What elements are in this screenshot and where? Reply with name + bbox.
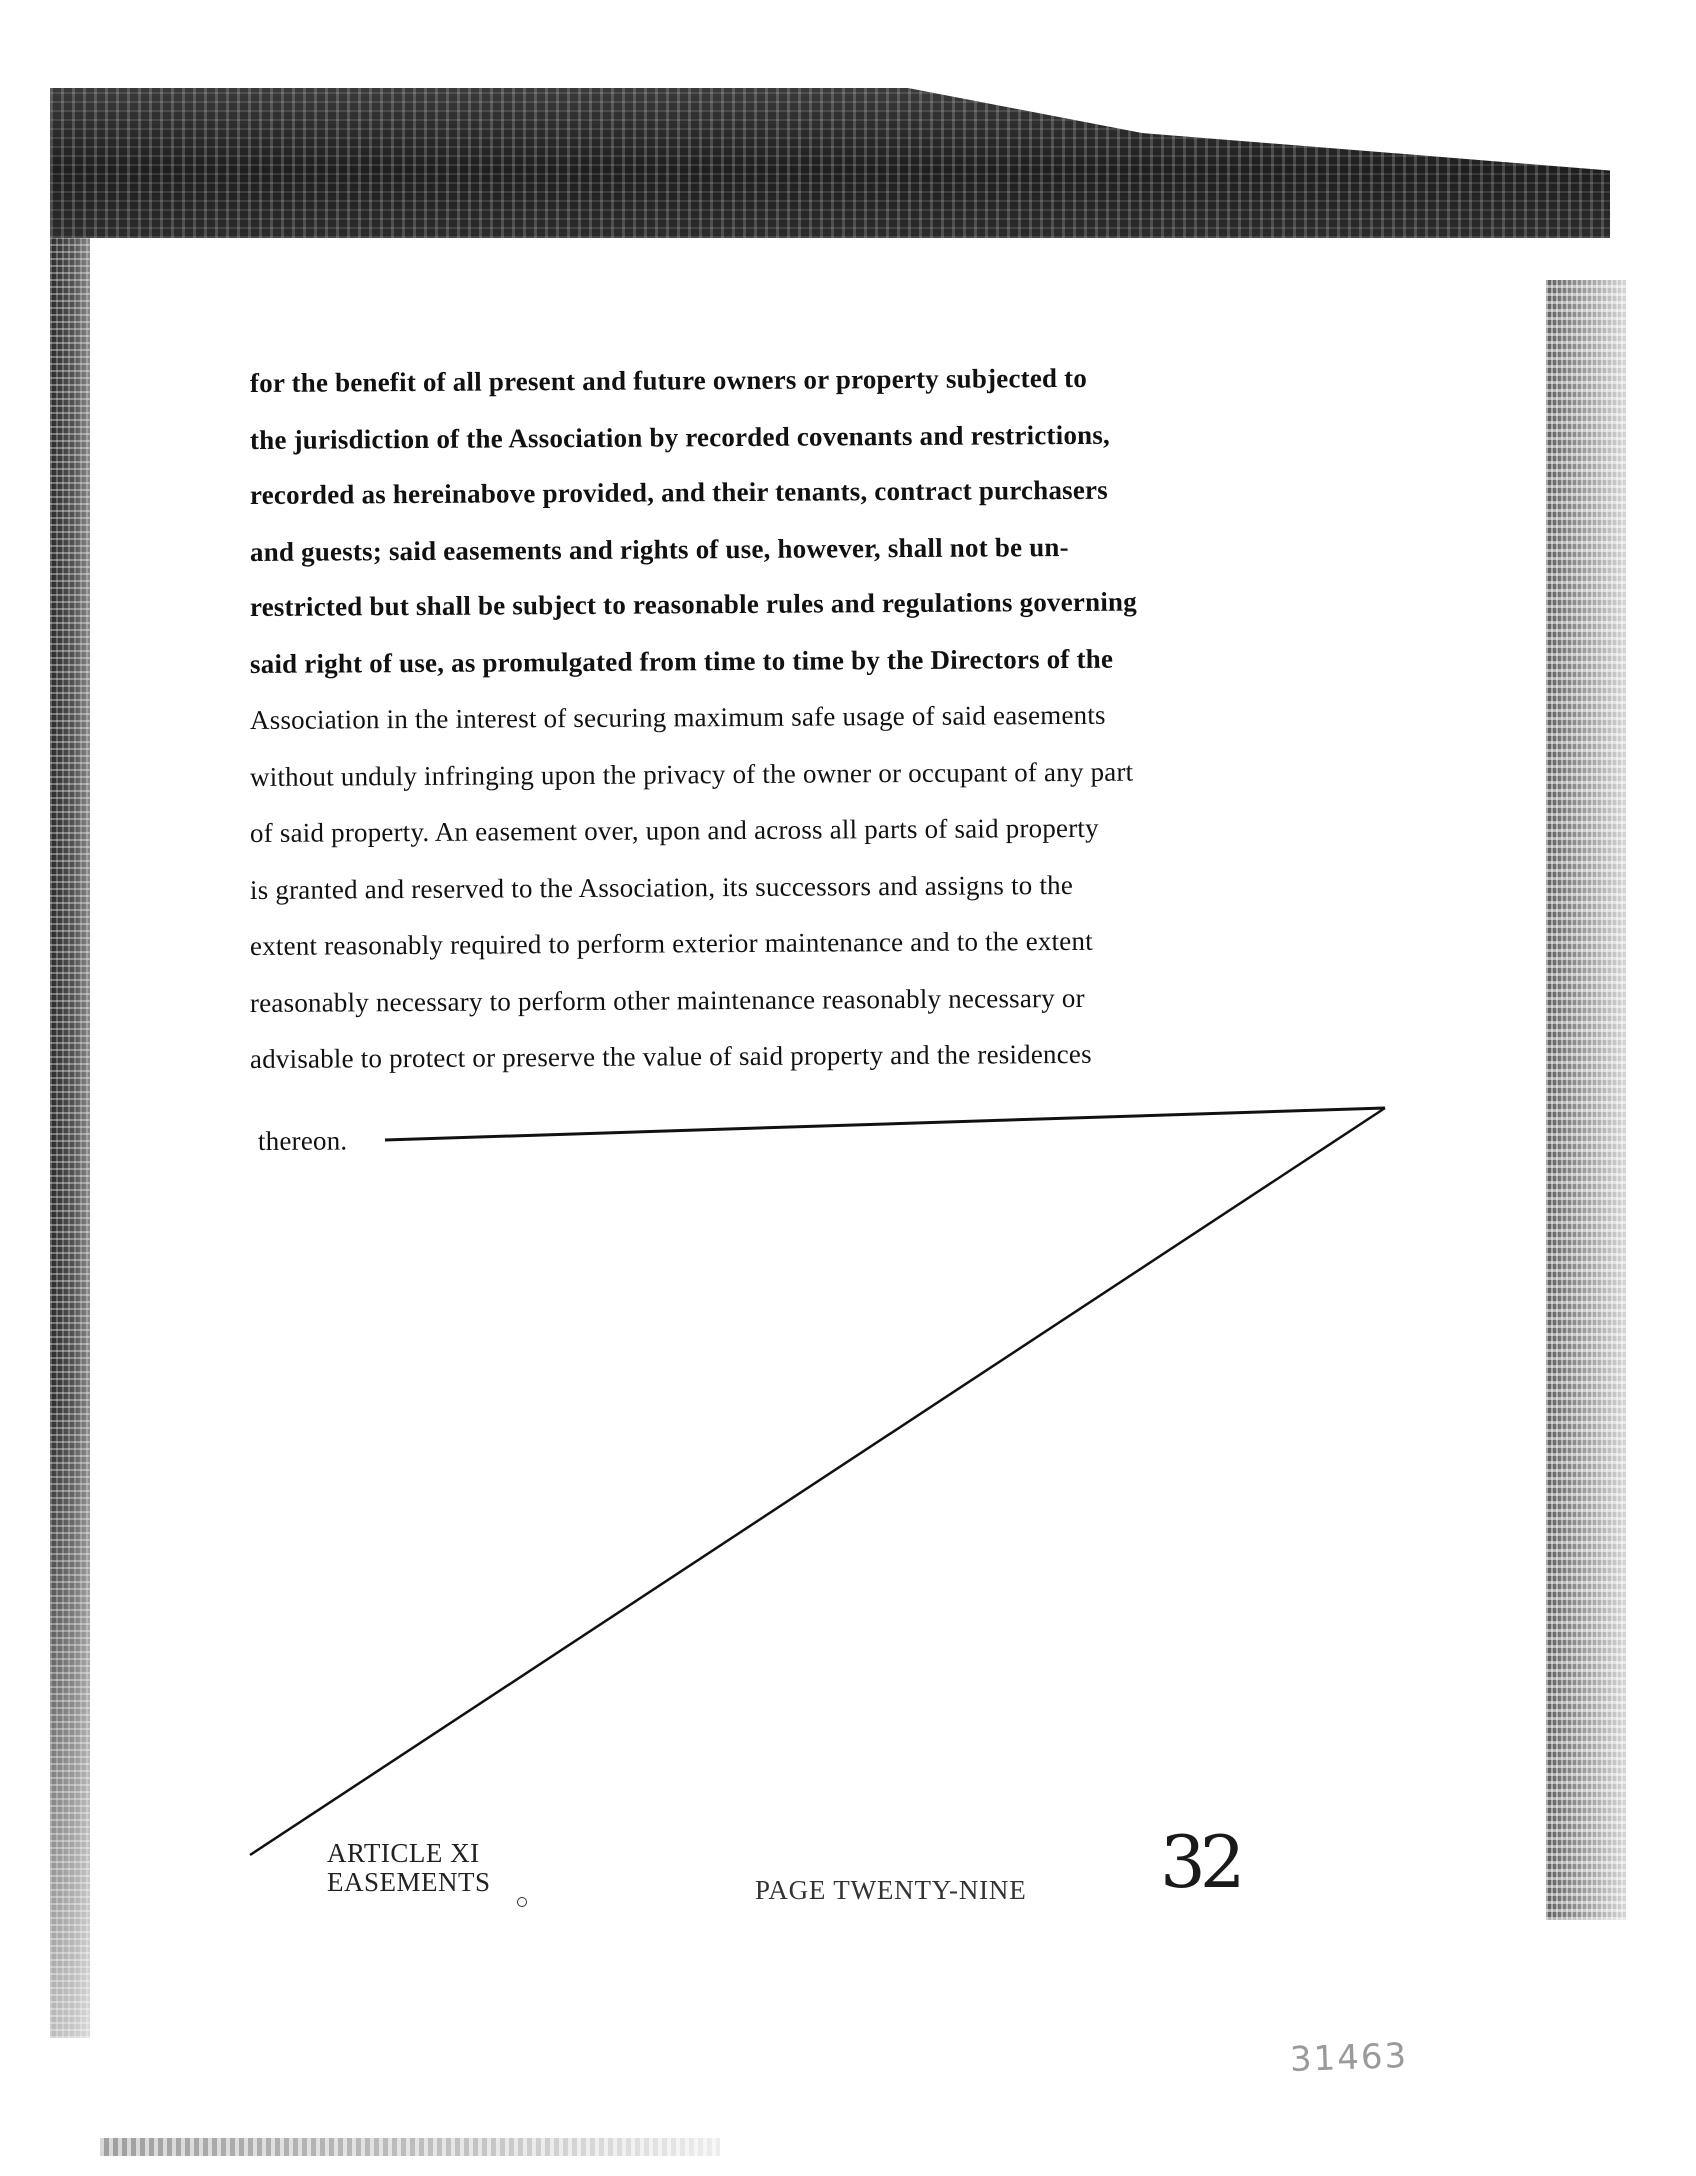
article-number: ARTICLE XI xyxy=(327,1838,480,1868)
body-line: and guests; said easements and rights of use, however, shall not be un- xyxy=(249,531,1069,567)
body-line: restricted but shall be subject to reasonable rules and regulations governing xyxy=(249,586,1137,622)
body-line: said right of use, as promulgated from time to time by the Directors of the xyxy=(249,643,1114,679)
body-line-last: thereon. xyxy=(257,1125,348,1156)
horizontal-strike-line xyxy=(385,1108,1385,1140)
body-line: without unduly infringing upon the privacy of the owner or occupant of any part xyxy=(249,756,1134,792)
body-line: of said property. An easement over, upon and across all parts of said property xyxy=(249,812,1099,848)
body-line: is granted and reserved to the Association, its successors and assigns to the xyxy=(249,869,1074,905)
body-line: extent reasonably required to perform exterior maintenance and to the extent xyxy=(249,925,1093,961)
body-line: the jurisdiction of the Association by recorded covenants and restrictions, xyxy=(249,419,1111,455)
article-title: EASEMENTS xyxy=(327,1867,491,1897)
body-line: Association in the interest of securing maximum safe usage of said easements xyxy=(249,699,1106,735)
handwritten-page-number: 32 xyxy=(1160,1820,1240,1904)
diagonal-strike-line xyxy=(250,1108,1385,1855)
body-line: recorded as hereinabove provided, and their tenants, contract purchasers xyxy=(249,474,1108,510)
circle-mark xyxy=(517,1897,527,1907)
body-line: advisable to protect or preserve the value of said property and the residences xyxy=(249,1038,1092,1074)
body-line: reasonably necessary to perform other maintenance reasonably necessary or xyxy=(249,982,1085,1018)
page-label: PAGE TWENTY-NINE xyxy=(755,1875,1027,1905)
body-line: for the benefit of all present and future owners or property subjected to xyxy=(249,362,1088,398)
stamp-reference-number: 31463 xyxy=(1289,2035,1409,2081)
